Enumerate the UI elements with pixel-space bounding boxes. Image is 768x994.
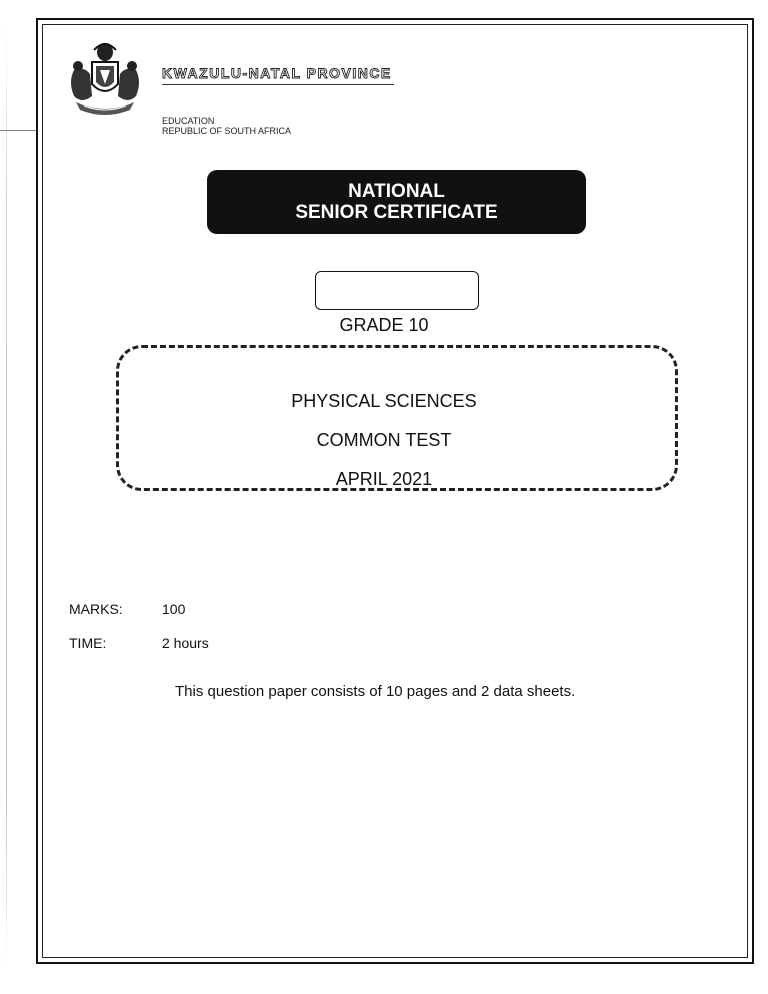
test-date: APRIL 2021 [335,469,433,489]
marks-label: MARKS: [69,601,123,617]
banner-line-1: NATIONAL [348,181,445,202]
page-border-inner [42,24,748,958]
province-name: KWAZULU-NATAL PROVINCE [162,65,392,81]
time-label: TIME: [69,635,107,651]
department-name: EDUCATION [162,116,215,126]
banner-line-2: SENIOR CERTIFICATE [295,202,498,223]
scan-mark [0,130,36,131]
time-value: 2 hours [162,635,209,651]
grade-label: GRADE 10 [339,315,429,335]
province-underline [162,84,394,85]
scan-edge [6,20,7,970]
subject-title: PHYSICAL SCIENCES [291,391,477,411]
nsc-banner [207,170,586,234]
grade-empty-box [315,271,479,310]
coat-of-arms-icon [64,40,146,118]
paper-consists-note: This question paper consists of 10 pages and 2 data sheets. [175,683,576,700]
test-name: COMMON TEST [316,430,452,450]
department-block [162,116,291,136]
marks-value: 100 [162,601,186,617]
country-name: REPUBLIC OF SOUTH AFRICA [162,126,292,136]
